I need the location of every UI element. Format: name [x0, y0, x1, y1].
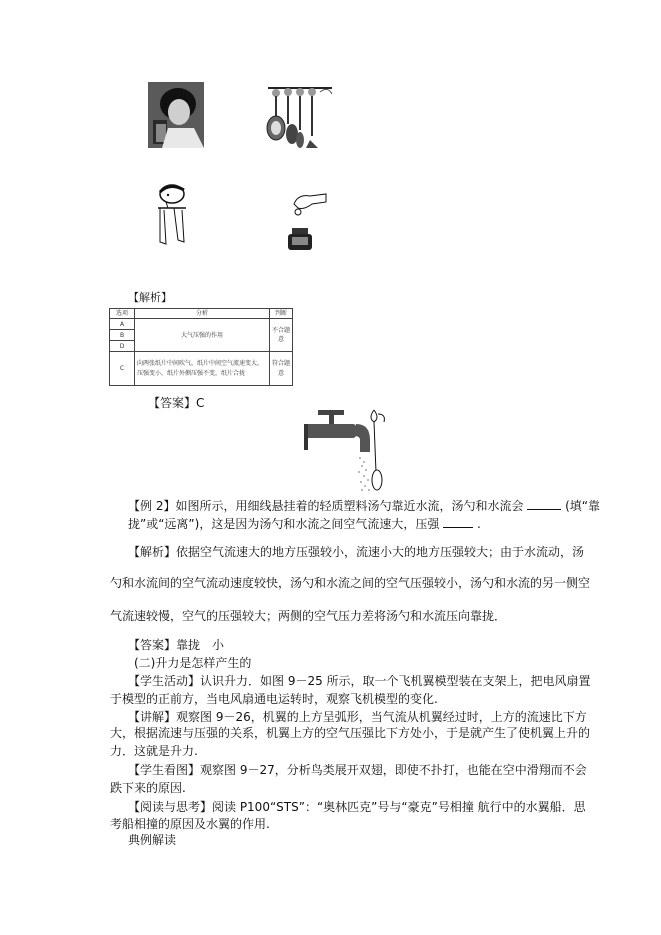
analysis-heading: 【解析】	[128, 291, 172, 304]
section-heading: (二)升力是怎样产生的	[134, 656, 252, 670]
example-2-end: .	[477, 517, 481, 531]
explanation-line-3: 力．这就是升力.	[110, 744, 198, 758]
table-cell-option: B	[110, 330, 135, 341]
table-header-option: 选项	[110, 309, 135, 319]
table-cell-judge: 符合题意	[270, 352, 293, 386]
example-2-line-2	[128, 516, 481, 532]
figure-hand-bottle	[286, 190, 328, 252]
answer-blank-1	[527, 498, 561, 510]
photo-person-drinking	[148, 82, 204, 148]
reading-line-2: 考船相撞的原因及水翼的作用.	[110, 817, 270, 831]
figure-faucet-spoon	[302, 408, 394, 494]
figure-blowing-papers	[148, 182, 192, 248]
analysis-table	[109, 308, 293, 386]
table-row	[110, 352, 293, 386]
table-header-judge: 判断	[270, 309, 293, 319]
table-cell-option: D	[110, 341, 135, 352]
student-activity-line-2: 于模型的正前方，当电风扇通电运转时，观察飞机模型的变化.	[110, 692, 438, 706]
example-2-line-1	[128, 498, 600, 514]
table-cell-analysis: 大气压强的作用	[135, 319, 270, 352]
example-2-prefix: 【例 2】如图所示，用细线悬挂着的轻质塑料汤勺靠近水流，汤勺和水流会	[128, 499, 524, 513]
figure-hanging-spoons	[262, 84, 336, 150]
analysis-2-line-1: 【解析】依据空气流速大的地方压强较小，流速小大的地方压强较大；由于水流动，汤	[128, 545, 585, 559]
explanation-line-2: 大，根据流速与压强的关系，机翼上方的空气压强比下方处小，于是就产生了使机翼上升的	[110, 726, 591, 740]
table-cell-judge: 不合题意	[270, 319, 293, 352]
table-cell-option: A	[110, 319, 135, 330]
table-row	[110, 319, 293, 330]
answer-1: 【答案】C	[148, 396, 205, 410]
explanation-line-1: 【讲解】观察图 9－26，机翼的上方呈弧形，当气流从机翼经过时，上方的流速比下方	[128, 710, 587, 724]
example-2-after-blank: (填“靠	[565, 499, 601, 513]
table-cell-analysis: 向两张纸片中间吹气，纸片中间空气流速变大，压强变小，纸片外侧压强不变，纸片合拢	[135, 352, 270, 386]
student-view-line-1: 【学生看图】观察图 9－27，分析鸟类展开双翅，即使不扑打，也能在空中滑翔而不会	[128, 763, 587, 777]
analysis-2-line-3: 气流速较慢，空气的压强较大；两侧的空气压力差将汤勺和水流压向靠拢．	[110, 609, 507, 623]
table-cell-option: C	[110, 352, 135, 386]
table-header-row	[110, 309, 293, 319]
student-activity-line-1: 【学生活动】认识升力．如图 9－25 所示，取一个飞机翼模型装在支架上，把电风扇置	[128, 674, 591, 688]
answer-blank-2	[443, 516, 473, 528]
example-2-line-2-text: 拢”或“远离”)，这是因为汤勺和水流之间空气流速大，压强	[128, 517, 440, 531]
table-header-analysis: 分析	[135, 309, 270, 319]
reading-line-1: 【阅读与思考】阅读 P100“STS”：“奥林匹克”号与“豪克”号相撞 航行中的水翼船．思	[128, 800, 586, 814]
analysis-2-line-2: 勺和水流间的空气流动速度较快，汤勺和水流之间的空气压强较小，汤勺和水流的另一侧空	[110, 576, 591, 590]
answer-2: 【答案】靠拢 小	[128, 638, 225, 652]
student-view-line-2: 跌下来的原因.	[110, 781, 186, 795]
typical-examples-heading: 典例解读	[128, 833, 177, 847]
